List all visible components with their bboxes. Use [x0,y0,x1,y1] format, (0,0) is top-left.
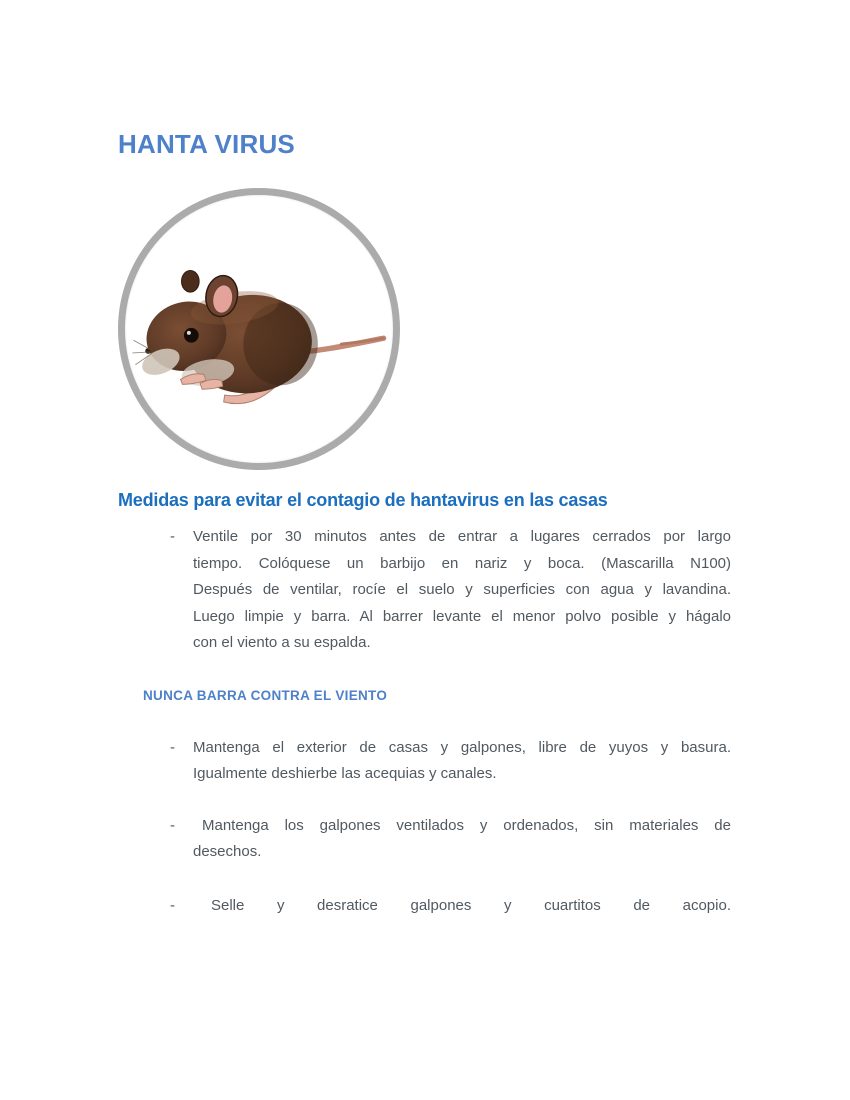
list-item-line: Mantenga el exterior de casas y galpones, libre de yuyos y basura. [193,738,731,756]
list-item [118,735,731,788]
list-item-line: con el viento a su espalda. [193,634,371,651]
list-item-line: Igualmente deshierbe las acequias y canales. [193,765,497,782]
list-item-line: tiempo. Colóquese un barbijo en nariz y boca. (Mascarilla N100) [193,554,731,572]
list-item-line: Ventile por 30 minutos antes de entrar a lugares cerrados por largo [193,528,731,545]
bullet-list [118,524,731,919]
list-item-line: desechos. [193,843,262,860]
list-item-line: Luego limpie y barra. Al barrer levante el menor polvo posible y hágalo [193,607,731,625]
list-item-line: Después de ventilar, rocíe el suelo y superficies con agua y lavandina. [193,581,731,598]
bullet-marker: - [170,816,175,834]
bullet-marker: - [170,738,175,756]
mouse-nose [145,348,151,354]
list-item [118,893,731,920]
warning-subheading: NUNCA BARRA CONTRA EL VIENTO [143,687,388,703]
list-item [118,524,731,657]
mouse-illustration [131,234,387,440]
section-heading: Medidas para evitar el contagio de hantavirus en las casas [118,490,608,510]
mouse-far-ear-icon [182,271,200,293]
list-item [118,813,731,866]
mouse-eye [184,328,199,343]
document-title: HANTA VIRUS [118,129,295,159]
bullet-marker: - [170,528,175,545]
mouse-image-circle [118,188,400,470]
list-item-line: Mantenga los galpones ventilados y ordenados, sin materiales de [202,816,731,834]
bullet-marker: - [170,896,175,914]
list-item-line: Selle y desratice galpones y cuartitos de acopio. [211,896,731,914]
